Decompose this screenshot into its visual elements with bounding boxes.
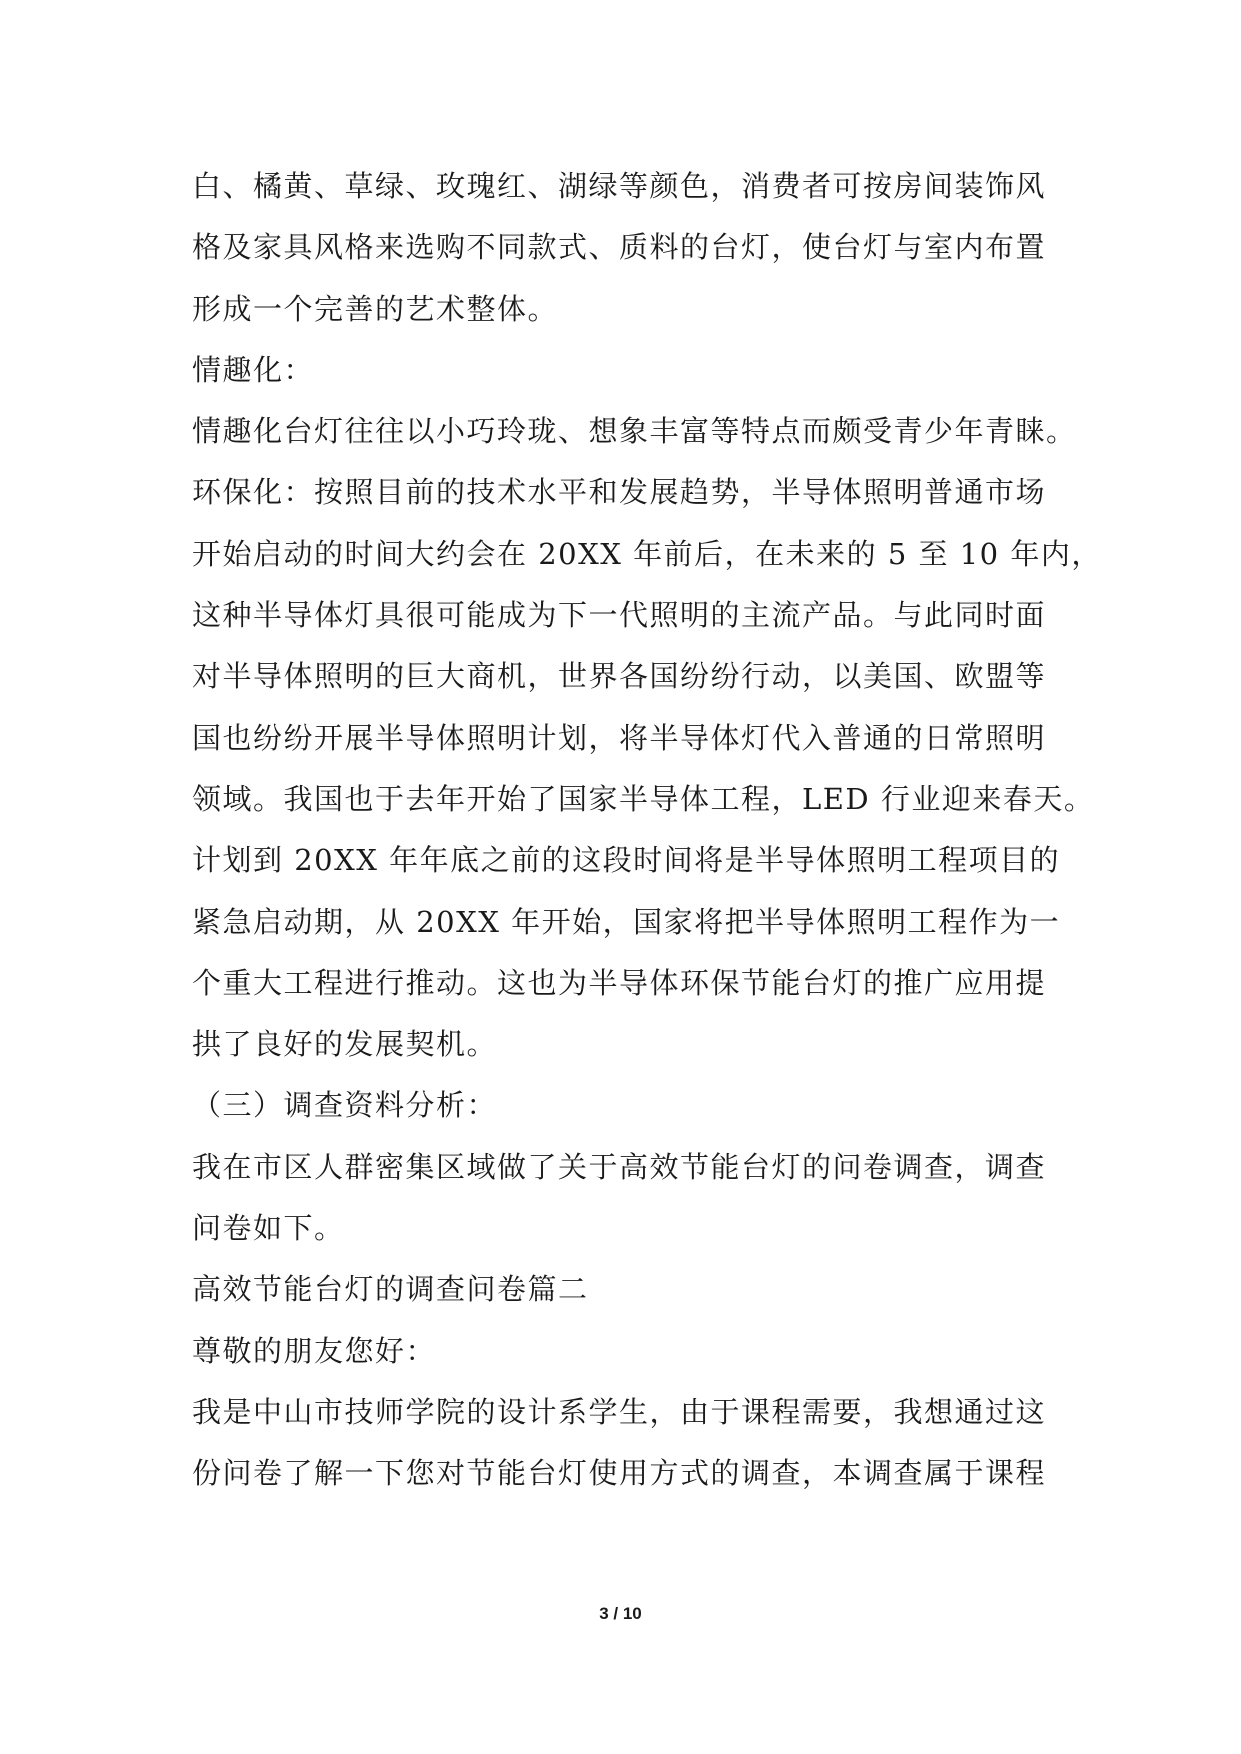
paragraph-line: 计划到 20XX 年年底之前的这段时间将是半导体照明工程项目的 <box>192 843 1061 878</box>
paragraph-line: 领域。我国也于去年开始了国家半导体工程，LED 行业迎来春天。 <box>192 781 1095 816</box>
paragraph-line: 环保化：按照目前的技术水平和发展趋势，半导体照明普通市场 <box>192 475 1047 510</box>
paragraph-line: 份问卷了解一下您对节能台灯使用方式的调查，本调查属于课程 <box>192 1456 1047 1491</box>
paragraph-line: 我在市区人群密集区域做了关于高效节能台灯的问卷调查，调查 <box>192 1149 1047 1184</box>
paragraph-line: 对半导体照明的巨大商机，世界各国纷纷行动，以美国、欧盟等 <box>192 659 1047 694</box>
paragraph-line: 紧急启动期，从 20XX 年开始，国家将把半导体照明工程作为一 <box>192 904 1061 939</box>
paragraph-line: 情趣化台灯往往以小巧玲珑、想象丰富等特点而颇受青少年青睐。 <box>192 414 1077 449</box>
paragraph-line: 个重大工程进行推动。这也为半导体环保节能台灯的推广应用提 <box>192 965 1047 1000</box>
paragraph-line: 格及家具风格来选购不同款式、质料的台灯，使台灯与室内布置 <box>192 230 1047 265</box>
paragraph-line: 这种半导体灯具很可能成为下一代照明的主流产品。与此同时面 <box>192 598 1047 633</box>
paragraph-line: 国也纷纷开展半导体照明计划，将半导体灯代入普通的日常照明 <box>192 720 1047 755</box>
section-heading: （三）调查资料分析： <box>192 1088 498 1123</box>
paragraph-line: 问卷如下。 <box>192 1211 345 1246</box>
greeting-line: 尊敬的朋友您好： <box>192 1333 437 1368</box>
section-heading: 高效节能台灯的调查问卷篇二 <box>192 1272 589 1307</box>
paragraph-line: 开始启动的时间大约会在 20XX 年前后，在未来的 5 至 10 年内， <box>192 536 1102 571</box>
section-heading: 情趣化： <box>192 352 315 387</box>
paragraph-line: 形成一个完善的艺术整体。 <box>192 291 559 326</box>
paragraph-line: 拱了良好的发展契机。 <box>192 1027 498 1062</box>
document-body <box>192 156 1102 1505</box>
page-number: 3 / 10 <box>599 1604 642 1623</box>
paragraph-line: 我是中山市技师学院的设计系学生，由于课程需要，我想通过这 <box>192 1394 1047 1429</box>
paragraph-line: 白、橘黄、草绿、玫瑰红、湖绿等颜色，消费者可按房间装饰风 <box>192 169 1047 203</box>
